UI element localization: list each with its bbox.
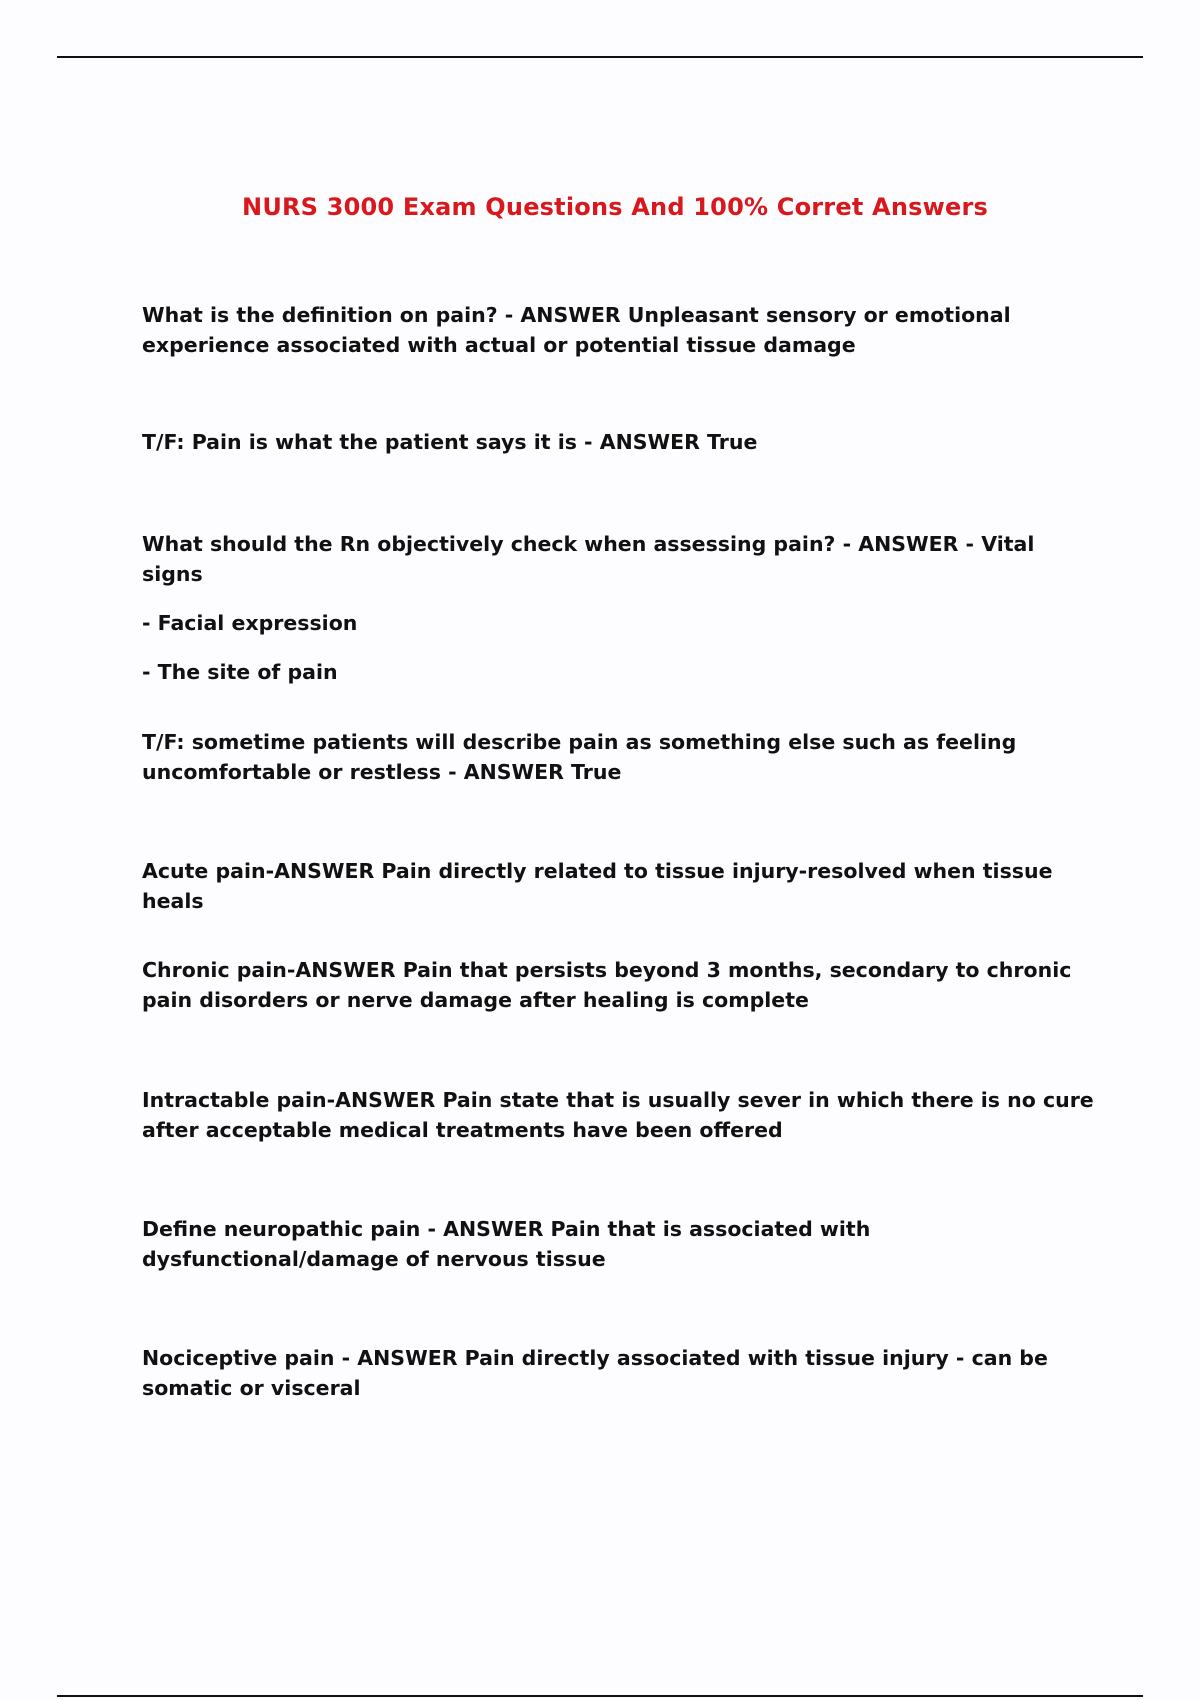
qa-item	[142, 1085, 1102, 1145]
qa-item	[142, 529, 1102, 687]
qa-item	[142, 1343, 1102, 1403]
qa-text: Nociceptive pain - ANSWER Pain directly associated with tissue injury - can be somatic or visceral	[142, 1346, 1048, 1400]
qa-item	[142, 955, 1102, 1015]
qa-sub-item: - The site of pain	[142, 660, 338, 684]
qa-text: What should the Rn objectively check when assessing pain? - ANSWER - Vital signs	[142, 532, 1035, 586]
qa-item	[142, 427, 1102, 457]
qa-text: What is the definition on pain? - ANSWER Unpleasant sensory or emotional experience associated with actual or potential tissue damage	[142, 303, 1011, 357]
qa-text: Intractable pain-ANSWER Pain state that is usually sever in which there is no cure after acceptable medical treatments have been offered	[142, 1088, 1094, 1142]
qa-item	[142, 856, 1102, 916]
qa-text: Acute pain-ANSWER Pain directly related to tissue injury-resolved when tissue heals	[142, 859, 1053, 913]
bottom-divider	[57, 1695, 1143, 1697]
qa-item	[142, 727, 1102, 787]
qa-sub-item: - Facial expression	[142, 611, 358, 635]
qa-text: Chronic pain-ANSWER Pain that persists beyond 3 months, secondary to chronic pain disorders or nerve damage after healing is complete	[142, 958, 1072, 1012]
qa-item	[142, 1214, 1102, 1274]
qa-text: Define neuropathic pain - ANSWER Pain that is associated with dysfunctional/damage of nervous tissue	[142, 1217, 871, 1271]
qa-text: T/F: sometime patients will describe pain as something else such as feeling uncomfortable or restless - ANSWER True	[142, 730, 1017, 784]
document-title: NURS 3000 Exam Questions And 100% Corret Answers	[242, 193, 988, 221]
qa-text: T/F: Pain is what the patient says it is - ANSWER True	[142, 430, 758, 454]
qa-item	[142, 300, 1102, 360]
